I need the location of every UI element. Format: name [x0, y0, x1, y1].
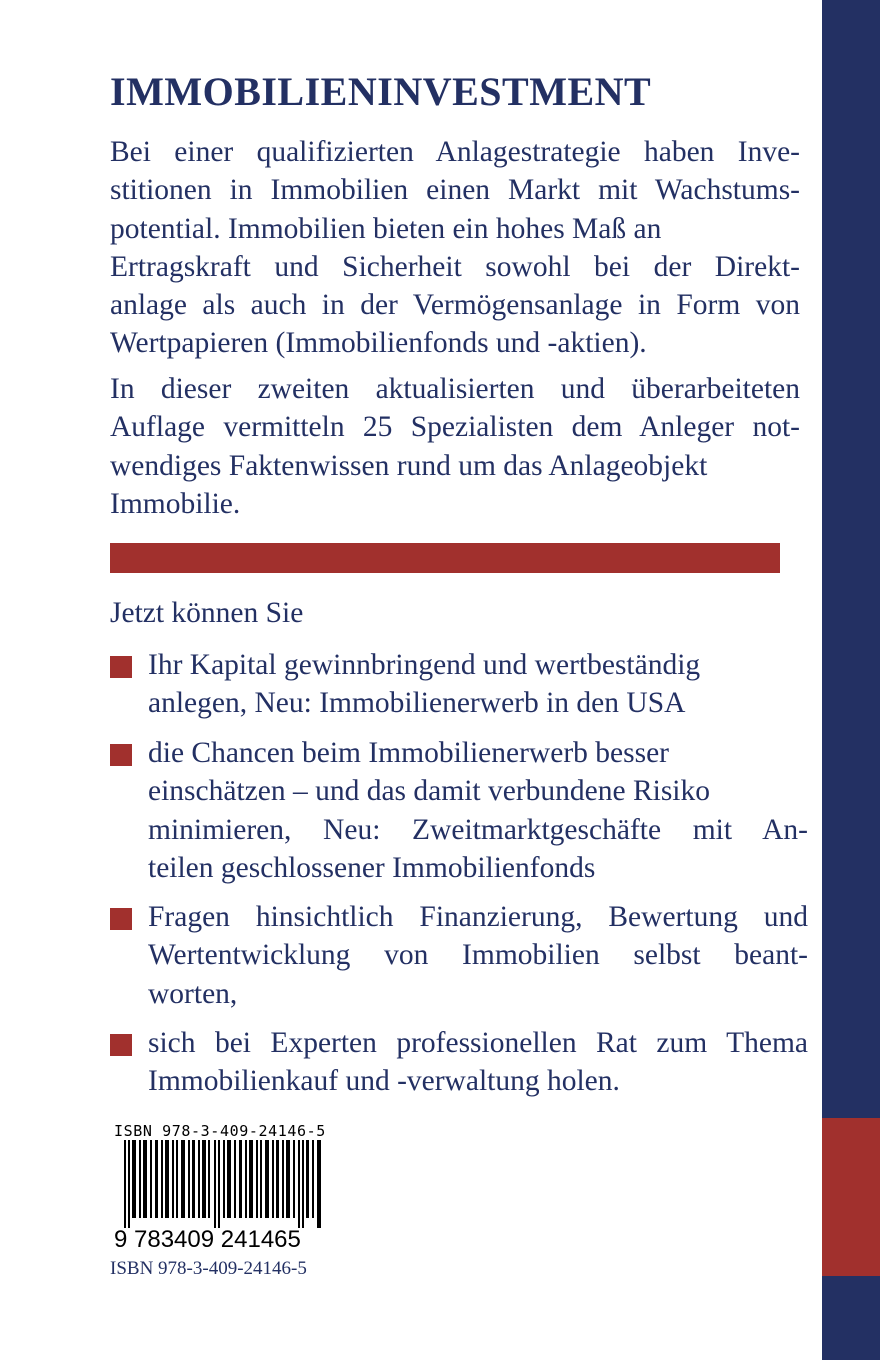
text-line: Immobilie. [110, 487, 241, 520]
text-line: Ertragskraft und Sicherheit sowohl bei der Direkt- [110, 250, 800, 283]
isbn-barcode-caption: ISBN 978-3-409-24146-5 [114, 1122, 326, 1140]
benefit-text [148, 898, 808, 1013]
text-line: In dieser zweiten aktualisierten und überarbeiteten [110, 373, 800, 405]
text-line: minimieren, Neu: Zweitmarktgeschäfte mit An- [148, 813, 808, 846]
text-line: teilen geschlossener Immobilienfonds [148, 851, 596, 884]
bullet-square-icon [110, 656, 132, 678]
description-paragraph-2 [110, 370, 800, 523]
barcode-bars [124, 1140, 321, 1228]
text-line: Ihr Kapital gewinnbringend und wertbeständig [148, 649, 701, 681]
text-line: anlage als auch in der Vermögensanlage in Form von [110, 289, 800, 322]
bullet-square-icon [110, 1034, 132, 1056]
benefit-text [148, 734, 808, 887]
text-line: sich bei Experten professionellen Rat zum Thema [148, 1027, 808, 1059]
text-line: worten, [148, 977, 238, 1010]
book-title: IMMOBILIENINVESTMENT [110, 69, 652, 114]
red-divider-bar [110, 543, 780, 573]
benefits-lead: Jetzt können Sie [110, 597, 304, 629]
text-line: anlegen, Neu: Immobilienerwerb in den USA [148, 687, 686, 720]
text-line: einschätzen – und das damit verbundene Risiko [148, 775, 710, 808]
spine-red-band [822, 1118, 880, 1276]
barcode-digits: 9 783409 241465 [114, 1226, 301, 1253]
text-line: Wertpapieren (Immobilienfonds und -aktien). [110, 327, 647, 360]
text-line: stitionen in Immobilien einen Markt mit Wachstums- [110, 174, 800, 207]
text-line: Fragen hinsichtlich Finanzierung, Bewertung und [148, 901, 808, 933]
benefit-text [148, 646, 808, 723]
bullet-square-icon [110, 908, 132, 930]
barcode [112, 1140, 328, 1228]
text-line: die Chancen beim Immobilienerwerb besser [148, 737, 669, 769]
description-paragraph-1 [110, 133, 800, 363]
text-line: Wertentwicklung von Immobilien selbst beant- [148, 939, 808, 972]
text-line: Auflage vermitteln 25 Spezialisten dem Anleger not- [110, 411, 800, 444]
bullet-square-icon [110, 744, 132, 766]
text-line: wendiges Faktenwissen rund um das Anlageobjekt [110, 449, 708, 482]
text-line: Immobilienkauf und -verwaltung holen. [148, 1065, 620, 1098]
isbn-text: ISBN 978-3-409-24146-5 [110, 1258, 307, 1279]
text-line: Bei einer qualifizierten Anlagestrategie haben Inve- [110, 136, 800, 168]
benefit-text [148, 1024, 808, 1101]
text-line: potential. Immobilien bieten ein hohes Maß an [110, 212, 662, 245]
